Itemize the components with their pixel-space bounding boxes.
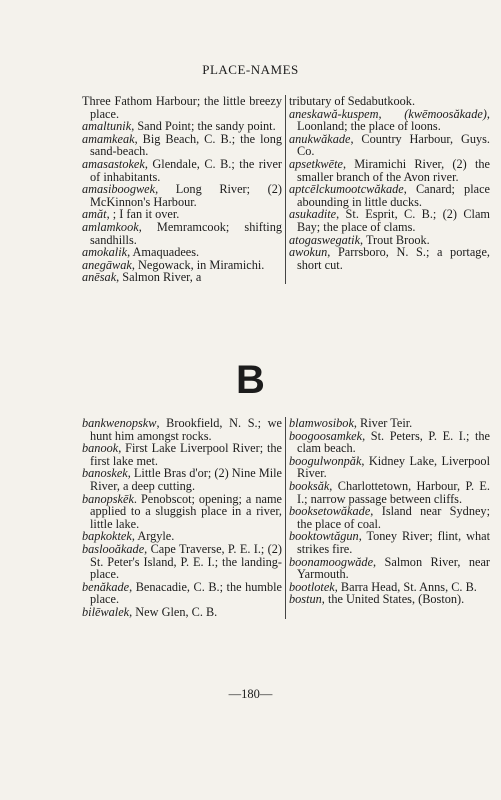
dictionary-entry [289, 133, 490, 158]
entry-definition: , First Lake Liverpool River; the first lake met. [90, 441, 282, 468]
entry-headword: banoskek [82, 466, 128, 481]
entry-headword: bapkoktek [82, 529, 132, 544]
entry-headword: aptcēlckumootcwăkade [289, 182, 404, 197]
left-column [82, 417, 286, 619]
entry-definition: . Penobscot; opening; a name applied to a sluggish place in a river, little lake. [90, 491, 282, 531]
running-header: PLACE-NAMES [202, 62, 299, 77]
entry-definition: , New Glen, C. B. [129, 604, 218, 619]
dictionary-entry [289, 108, 490, 133]
dictionary-entry [82, 543, 282, 581]
entry-headword: booktowtăgun [289, 529, 359, 544]
dictionary-entry [289, 556, 490, 581]
dictionary-entry [82, 417, 282, 442]
dictionary-entry [82, 442, 282, 467]
entry-headword: booksăk [289, 478, 330, 493]
dictionary-entry [289, 530, 490, 555]
dictionary-entry [289, 158, 490, 183]
section-letter: B [236, 358, 265, 402]
entry-definition: , Long River; (2) McKinnon's Harbour. [90, 182, 282, 209]
entry-definition: , ; I fan it over. [106, 207, 180, 222]
entry-headword: banook [82, 441, 119, 456]
entry-headword: boogoosamkek [289, 428, 363, 443]
entry-headword: amaltunik [82, 119, 132, 134]
entry-definition: , Benacadie, C. B.; the humble place. [90, 579, 282, 607]
entry-definition: , St. Peters, P. E. I.; the clam beach. [297, 428, 490, 456]
entry-definition: , Salmon River, a [116, 270, 202, 285]
right-column [286, 417, 490, 619]
page-number: —180— [228, 687, 273, 701]
dictionary-entry [82, 95, 282, 120]
entry-definition: , Memramcook; shifting sandhills. [90, 219, 282, 247]
entry-definition: , St. Esprit, C. B.; (2) Clam Bay; the place of clams. [297, 207, 490, 234]
entry-headword: amasastokek [82, 156, 145, 171]
entry-definition: , Country Harbour, Guys. Co. [297, 131, 490, 159]
entry-definition: , Sand Point; the sandy point. [131, 119, 276, 134]
dictionary-entry [82, 606, 282, 619]
entry-definition: , Island near Sydney; the place of coal. [297, 504, 490, 531]
entry-definition: Three Fathom Harbour; the little breezy place. [82, 94, 282, 121]
entry-headword: booksetowăkade [289, 504, 371, 519]
entry-headword: amasiboogwek [82, 182, 156, 197]
entry-definition: , Salmon River, near Yarmouth. [297, 554, 490, 582]
entry-headword: bankwenopskw [82, 416, 157, 430]
entry-definition: , Little Bras d'or; (2) Nine Mile River, a deep cutting. [90, 466, 282, 493]
dictionary-entry [289, 455, 490, 480]
entry-definition: , Cape Traverse, P. E. I.; (2) St. Peter's Island, P. E. I.; the landing-place. [90, 541, 282, 582]
entry-headword: amokalik [82, 245, 128, 260]
entry-headword: amăt [82, 207, 107, 222]
entry-definition: , Barra Head, St. Anns, C. B. [334, 579, 477, 594]
entry-headword: anegāwak [82, 257, 132, 272]
entry-definition: , Negowack, in Miramichi. [131, 257, 265, 272]
dictionary-entry [289, 480, 490, 505]
entry-definition: , the United States, (Boston). [321, 592, 465, 607]
entry-headword: blamwosibok [289, 416, 354, 430]
dictionary-entry [289, 430, 490, 455]
entry-definition: , Miramichi River, (2) the smaller branch of the Avon river. [297, 156, 490, 184]
entry-definition: , Toney River; flint, what strikes fire. [297, 529, 490, 556]
section-a-entries [82, 95, 490, 284]
section-b-entries [82, 417, 490, 619]
entry-definition: , Loonland; the place of loons. [297, 106, 490, 134]
entry-definition: , Charlottetown, Harbour, P. E. I.; narrow passage between cliffs. [297, 478, 490, 506]
entry-definition: , Trout Brook. [360, 232, 430, 247]
dictionary-entry [82, 158, 282, 183]
entry-headword: bostun [289, 592, 322, 607]
dictionary-entry [289, 505, 490, 530]
dictionary-entry [289, 183, 490, 208]
dictionary-entry [82, 467, 282, 492]
entry-headword: amamkeak [82, 131, 135, 146]
left-column [82, 95, 286, 284]
entry-headword: banopskēk [82, 491, 134, 506]
entry-definition: , Big Beach, C. B.; the long sand-beach. [90, 131, 282, 159]
right-column [286, 95, 490, 284]
dictionary-entry [82, 493, 282, 531]
entry-definition: , Canard; place abounding in little ducks. [297, 182, 490, 209]
entry-headword: aneskawă-kuspem, (kwēmoosăkade) [289, 106, 487, 121]
entry-headword: benăkade [82, 579, 130, 594]
entry-headword: bootlotek [289, 579, 335, 594]
entry-definition: tributary of Sedabutkook. [289, 94, 416, 108]
dictionary-entry [82, 221, 282, 246]
entry-definition: , Kidney Lake, Liverpool River. [297, 453, 490, 481]
entry-headword: awokun [289, 245, 328, 260]
entry-definition: , Parrsboro, N. S.; a portage, short cut. [297, 245, 490, 272]
entry-headword: baslooăkade [82, 541, 145, 556]
entry-definition: , Brookfield, N. S.; we hunt him amongst rocks. [90, 416, 282, 443]
dictionary-entry [82, 183, 282, 208]
dictionary-entry [82, 581, 282, 606]
entry-definition: , River Teir. [353, 416, 413, 430]
entry-headword: atogaswegatik [289, 232, 361, 247]
entry-headword: boogulwonpăk [289, 453, 362, 468]
dictionary-entry [289, 208, 490, 233]
entry-definition: , Glendale, C. B.; the river of inhabitants. [90, 156, 282, 184]
dictionary-entry [289, 246, 490, 271]
entry-headword: anukwăkade [289, 131, 351, 146]
dictionary-entry [289, 593, 490, 606]
entry-definition: , Argyle. [131, 529, 175, 544]
entry-headword: asukadite [289, 207, 337, 222]
entry-definition: , Amaquadees. [127, 245, 200, 260]
entry-headword: amlamkook [82, 219, 139, 234]
entry-headword: bilēwalek [82, 604, 130, 619]
dictionary-entry [82, 133, 282, 158]
dictionary-entry [82, 271, 282, 284]
entry-headword: boonamoogwăde [289, 554, 374, 569]
entry-headword: apsetkwēte [289, 156, 343, 171]
entry-headword: anēsak [82, 270, 117, 285]
